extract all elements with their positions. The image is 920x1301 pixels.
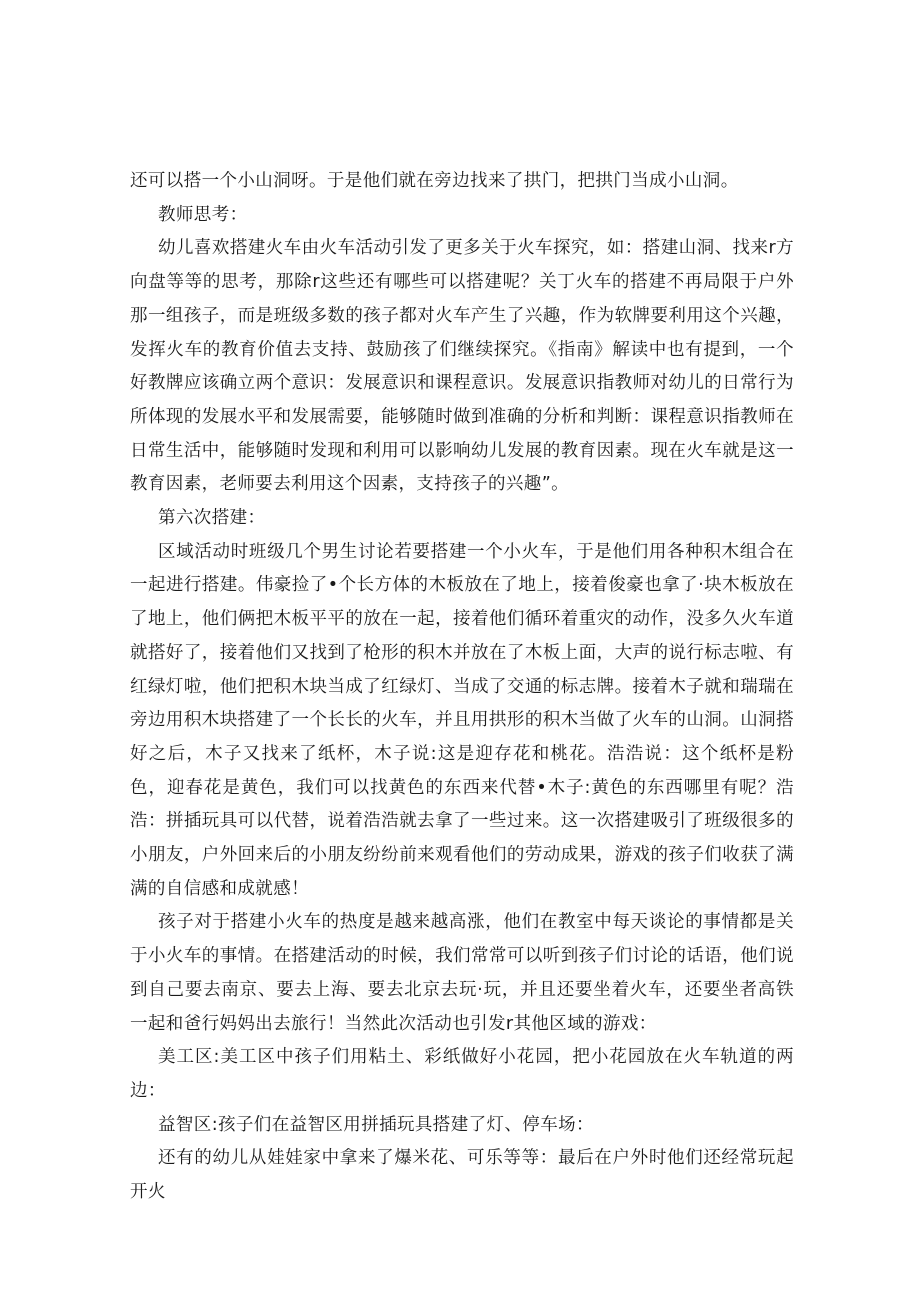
heading-teacher-reflection: 教师思考： <box>158 204 248 225</box>
paragraph-continuation: 还可以搭一个小山洞呀。于是他们就在旁边找来了拱门，把拱门当成小山洞。 <box>130 171 739 191</box>
paragraph-teacher-reflection: 幼儿喜欢搭建火车由火车活动引发了更多关于火车探究，如：搭建山洞、找来r方向盘等等的思考，那除r这些还有哪些可以搭建呢？关丁火车的搭建不再局限于户外那一组孩子，而是班级多数的孩子都对火车产生了兴趣，作为软牌要利用这个兴趣，发挥火车的教育价值去支持、鼓励孩了们继续探究。《指南》解读中也有提到，一个好教牌应该确立两个意识：发展意识和课程意识。发展意识指教师对幼儿的日常行为所体现的发展水平和发展需要，能够随时做到准确的分析和判断：课程意识指教师在日常生活中，能够随时发现和利用可以影响幼儿发展的教育因素。现在火车就是这一教育因素，老师要去利用这个因素，支持孩子的兴趣”。 <box>130 238 794 495</box>
paragraph-puzzle-area: 益智区:孩子们在益智区用拼插玩具搭建了灯、停车场： <box>158 1114 594 1135</box>
heading-sixth-build: 第六次搭建： <box>158 508 266 529</box>
paragraph-sixth-build: 区域活动时班级几个男生讨论若要搭建一个小火车，于是他们用各种积木组合在一起进行搭建。伟豪捡了•个长方体的木板放在了地上，接着俊豪也拿了·块木板放在了地上，他们俩把木板平平的放在一起，接着他们循环着重灾的动作，没多久火车道就搭好了，接着他们又找到了枪形的积木并放在了木板上面，大声的说行标志啦、有红绿灯啦，他们把积木块当成了红绿灯、当成了交通的标志牌。接着木子就和瑞瑞在旁边用积木块搭建了一个长长的火车，并且用拱形的积木当做了火车的山洞。山洞搭好之后，木子又找来了纸杯，木子说:这是迎存花和桃花。浩浩说：这个纸杯是粉色，迎春花是黄色，我们可以找黄色的东西来代替•木子:黄色的东西哪里有呢？浩浩：拼插玩具可以代替，说着浩浩就去拿了一些过来。这一次搭建吸引了班级很多的小朋友，户外回来后的小朋友纷纷前来观看他们的劳动成果，游戏的孩子们收获了满满的自信感和成就感！ <box>130 541 794 899</box>
paragraph-children-enthusiasm: 孩子对于搭建小火车的热度是越来越高涨，他们在教室中每天谈论的事情都是关于小火车的事情。在搭建活动的时候，我们常常可以听到孩子们讨论的话语，他们说到自己要去南京、要去上海、要去北京去玩·玩，并且还要坐着火车，还要坐者高铁一起和爸行妈妈出去旅行！当然此次活动也引发r其他区域的游戏： <box>130 912 794 1034</box>
document-body <box>130 165 794 1210</box>
paragraph-art-area: 美工区:美工区中孩子们用粘土、彩纸做好小花园，把小花园放在火车轨道的两边： <box>130 1047 794 1101</box>
paragraph-doll-house: 还有的幼儿从娃娃家中拿来了爆米花、可乐等等：最后在户外时他们还经常玩起开火 <box>130 1148 794 1203</box>
